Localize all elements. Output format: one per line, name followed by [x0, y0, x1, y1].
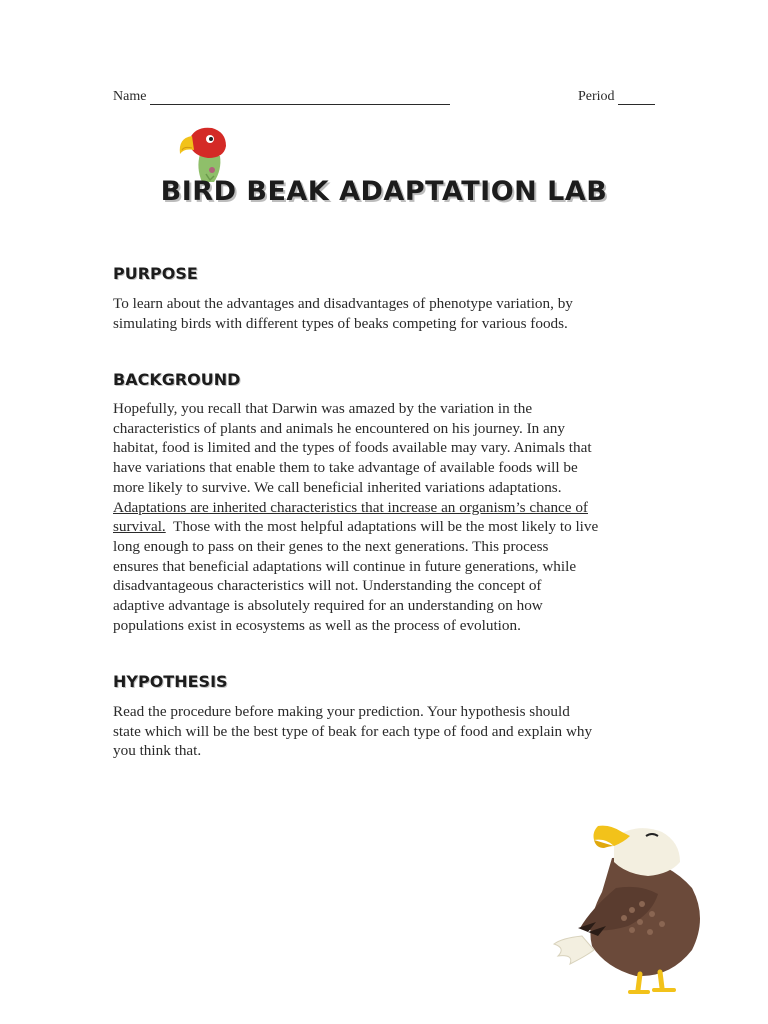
- background-line: characteristics of plants and animals he encountered on his journey. In any: [113, 419, 565, 437]
- background-text: [113, 399, 658, 635]
- period-label: Period: [578, 89, 615, 104]
- background-line: long enough to pass on their genes to the next generations. This process: [113, 537, 549, 555]
- background-line: more likely to survive. We call beneficial inherited variations adaptations.: [113, 478, 562, 496]
- background-line-mixed: [113, 517, 658, 537]
- background-line: disadvantageous characteristics will not. Understanding the concept of: [113, 577, 542, 595]
- purpose-line: To learn about the advantages and disadvantages of phenotype variation, by: [113, 295, 573, 312]
- background-line-continuation: Those with the most helpful adaptations will be the most likely to live: [165, 518, 599, 536]
- background-line: Hopefully, you recall that Darwin was amazed by the variation in the: [113, 400, 533, 417]
- hypothesis-text: [113, 702, 658, 761]
- hypothesis-line: you think that.: [113, 742, 202, 760]
- purpose-line: simulating birds with different types of beaks competing for various foods.: [113, 314, 568, 332]
- hypothesis-line: Read the procedure before making your prediction. Your hypothesis should: [113, 703, 570, 720]
- background-line: populations exist in ecosystems as well as the process of evolution.: [113, 616, 521, 634]
- adaptation-definition-end: survival.: [113, 518, 166, 536]
- student-info-header: [113, 89, 655, 109]
- background-line: habitat, food is limited and the types of foods available may vary. Animals that: [113, 439, 592, 457]
- page-title-text: BIRD BEAK ADAPTATION LAB: [160, 176, 608, 207]
- name-blank[interactable]: [150, 104, 450, 105]
- background-line: ensures that beneficial adaptations will continue in future generations, while: [113, 557, 577, 575]
- adaptation-definition: Adaptations are inherited characteristics that increase an organism’s chance of: [113, 498, 588, 516]
- period-blank[interactable]: [618, 104, 655, 105]
- purpose-text: [113, 294, 658, 333]
- hypothesis-line: state which will be the best type of beak for each type of food and explain why: [113, 722, 593, 740]
- page-title: [0, 176, 768, 207]
- hypothesis-heading: HYPOTHESIS: [113, 672, 228, 691]
- background-line: have variations that enable them to take advantage of available foods will be: [113, 459, 578, 477]
- background-line: adaptive advantage is absolutely required for an understanding on how: [113, 597, 543, 615]
- eagle-icon: [552, 818, 712, 998]
- background-heading: BACKGROUND: [113, 370, 241, 389]
- name-label: Name: [113, 89, 147, 104]
- purpose-heading: PURPOSE: [113, 264, 198, 283]
